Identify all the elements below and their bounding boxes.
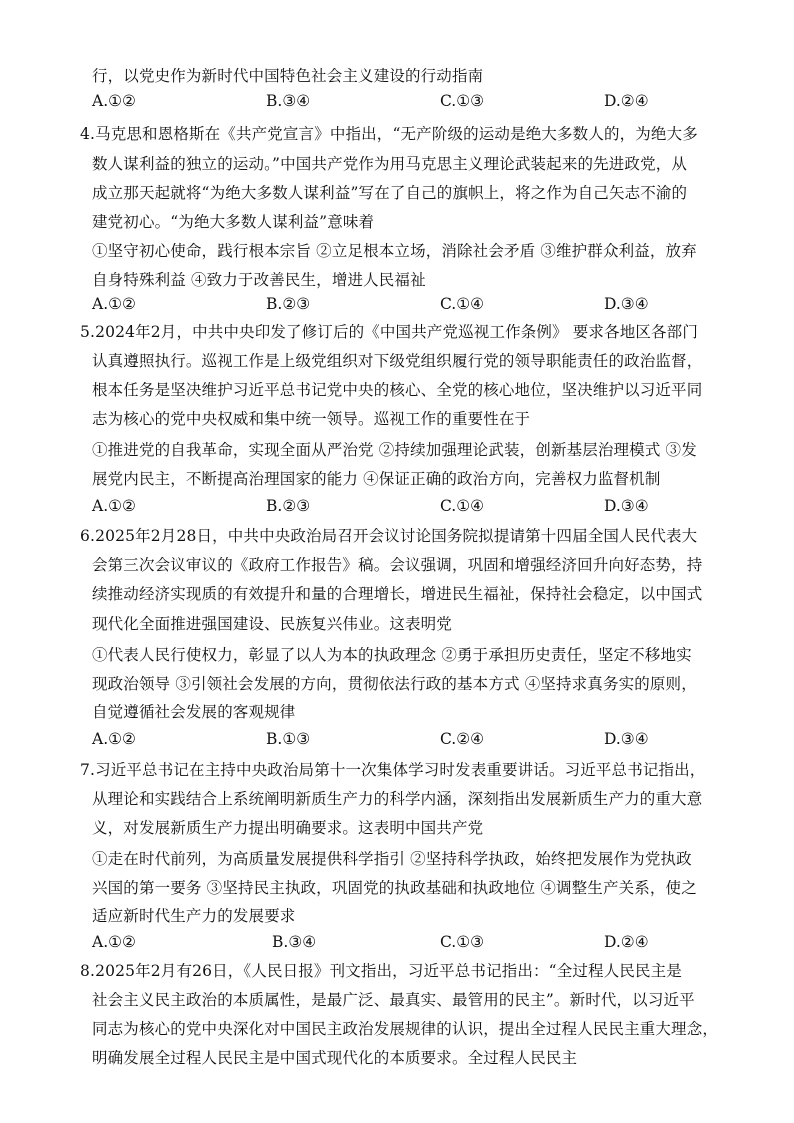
question-8-line: 同志为核心的党中央深化对中国民主政治发展规律的认识，提出全过程人民民主重大理念， <box>92 1020 719 1038</box>
question-7-line: 从理论和实践结合上系统阐明新质生产力的科学内涵，深刻指出发展新质生产力的重大意 <box>92 790 703 808</box>
option-b: B.②③ <box>266 497 311 515</box>
question-5-line: 志为核心的党中央权威和集中统一领导。巡视工作的重要性在于 <box>92 410 531 428</box>
question-7-statement: 兴国的第一要务 ③坚持民主执政，巩固党的执政基础和执政地位 ④调整生产关系，使之 <box>92 879 697 897</box>
question-7-statement: 适应新时代生产力的发展要求 <box>92 907 296 925</box>
option-d: D.③④ <box>604 730 649 748</box>
option-d: D.②④ <box>604 933 649 951</box>
question-6-line: 续推动经济实现质的有效提升和量的合理增长，增进民生福祉，保持社会稳定，以中国式 <box>92 585 703 603</box>
question-8-line: 明确发展全过程人民民主是中国式现代化的本质要求。全过程人民民主 <box>92 1049 578 1067</box>
option-a: A.①② <box>92 933 136 951</box>
option-d: D.③④ <box>604 497 649 515</box>
option-c: C.①④ <box>440 497 485 515</box>
option-b: B.③④ <box>272 933 317 951</box>
question-4-line: 4.马克思和恩格斯在《共产党宣言》中指出，“无产阶级的运动是绝大多数人的，为绝大多 <box>80 125 698 143</box>
question-5-line: 5.2024年2月，中共中央印发了修订后的《中国共产党巡视工作条例》 要求各地区各部门 <box>80 323 698 341</box>
option-c: C.②④ <box>440 730 485 748</box>
question-8-line: 8.2025年2月有26日，《人民日报》刊文指出，习近平总书记指出：“全过程人民民主是 <box>80 962 682 980</box>
question-4-statement: 自身特殊利益 ④致力于改善民生，增进人民福祉 <box>92 271 426 289</box>
option-b: B.①③ <box>266 730 311 748</box>
option-d: D.③④ <box>604 295 649 313</box>
option-a: A.①② <box>92 730 136 748</box>
question-6-line: 6.2025年2月28日，中共中央政治局召开会议讨论国务院拟提请第十四届全国人民代表大 <box>80 527 698 545</box>
question-5-statement: ①推进党的自我革命，实现全面从严治党 ②持续加强理论武装，创新基层治理模式 ③发 <box>92 441 697 459</box>
question-6-statement: ①代表人民行使权力，彰显了以人为本的执政理念 ②勇于承担历史责任，坚定不移地实 <box>92 646 692 664</box>
option-d: D.②④ <box>604 92 649 110</box>
question-4-line: 建党初心。“为绝大多数人谋利益”意味着 <box>92 213 375 231</box>
option-c: C.①③ <box>440 933 485 951</box>
question-6-statement: 现政治领导 ③引领社会发展的方向，贯彻依法行政的基本方式 ④坚持求真务实的原则， <box>92 675 697 693</box>
option-b: B.③④ <box>266 92 311 110</box>
question-5-line: 认真遵照执行。巡视工作是上级党组织对下级党组织履行党的领导职能责任的政治监督， <box>92 352 703 370</box>
question-4-line: 数人谋利益的独立的运动。”中国共产党作为用马克思主义理论武装起来的先进政党，从 <box>92 155 688 173</box>
question-4-line: 成立那天起就将“为绝大多数人谋利益”写在了自己的旗帜上，将之作为自己矢志不渝的 <box>92 184 688 202</box>
question-3-tail: 行，以党史作为新时代中国特色社会主义建设的行动指南 <box>92 67 484 85</box>
question-6-line: 现代化全面推进强国建设、民族复兴伟业。这表明党 <box>92 615 452 633</box>
option-c: C.①③ <box>440 92 485 110</box>
question-7-line: 义，对发展新质生产力提出明确要求。这表明中国共产党 <box>92 819 484 837</box>
option-b: B.②③ <box>266 295 311 313</box>
question-6-statement: 自觉遵循社会发展的客观规律 <box>92 703 296 721</box>
question-4-statement: ①坚守初心使命，践行根本宗旨 ②立足根本立场，消除社会矛盾 ③维护群众利益，放弃 <box>92 242 697 260</box>
option-a: A.①② <box>92 92 136 110</box>
question-5-line: 根本任务是坚决维护习近平总书记党中央的核心、全党的核心地位，坚决维护以习近平同 <box>92 381 703 399</box>
question-7-line: 7.习近平总书记在主持中央政治局第十一次集体学习时发表重要讲话。习近平总书记指出， <box>80 761 706 779</box>
question-6-line: 会第三次会议审议的《政府工作报告》稿。会议强调，巩固和增强经济回升向好态势，持 <box>92 556 703 574</box>
option-a: A.①② <box>92 497 136 515</box>
option-a: A.①② <box>92 295 136 313</box>
question-8-line: 社会主义民主政治的本质属性，是最广泛、最真实、最管用的民主”。新时代，以习近平 <box>92 991 695 1009</box>
option-c: C.①④ <box>440 295 485 313</box>
question-7-statement: ①走在时代前列，为高质量发展提供科学指引 ②坚持科学执政，始终把发展作为党执政 <box>92 850 692 868</box>
question-5-statement: 展党内民主，不断提高治理国家的能力 ④保证正确的政治方向，完善权力监督机制 <box>92 470 661 488</box>
